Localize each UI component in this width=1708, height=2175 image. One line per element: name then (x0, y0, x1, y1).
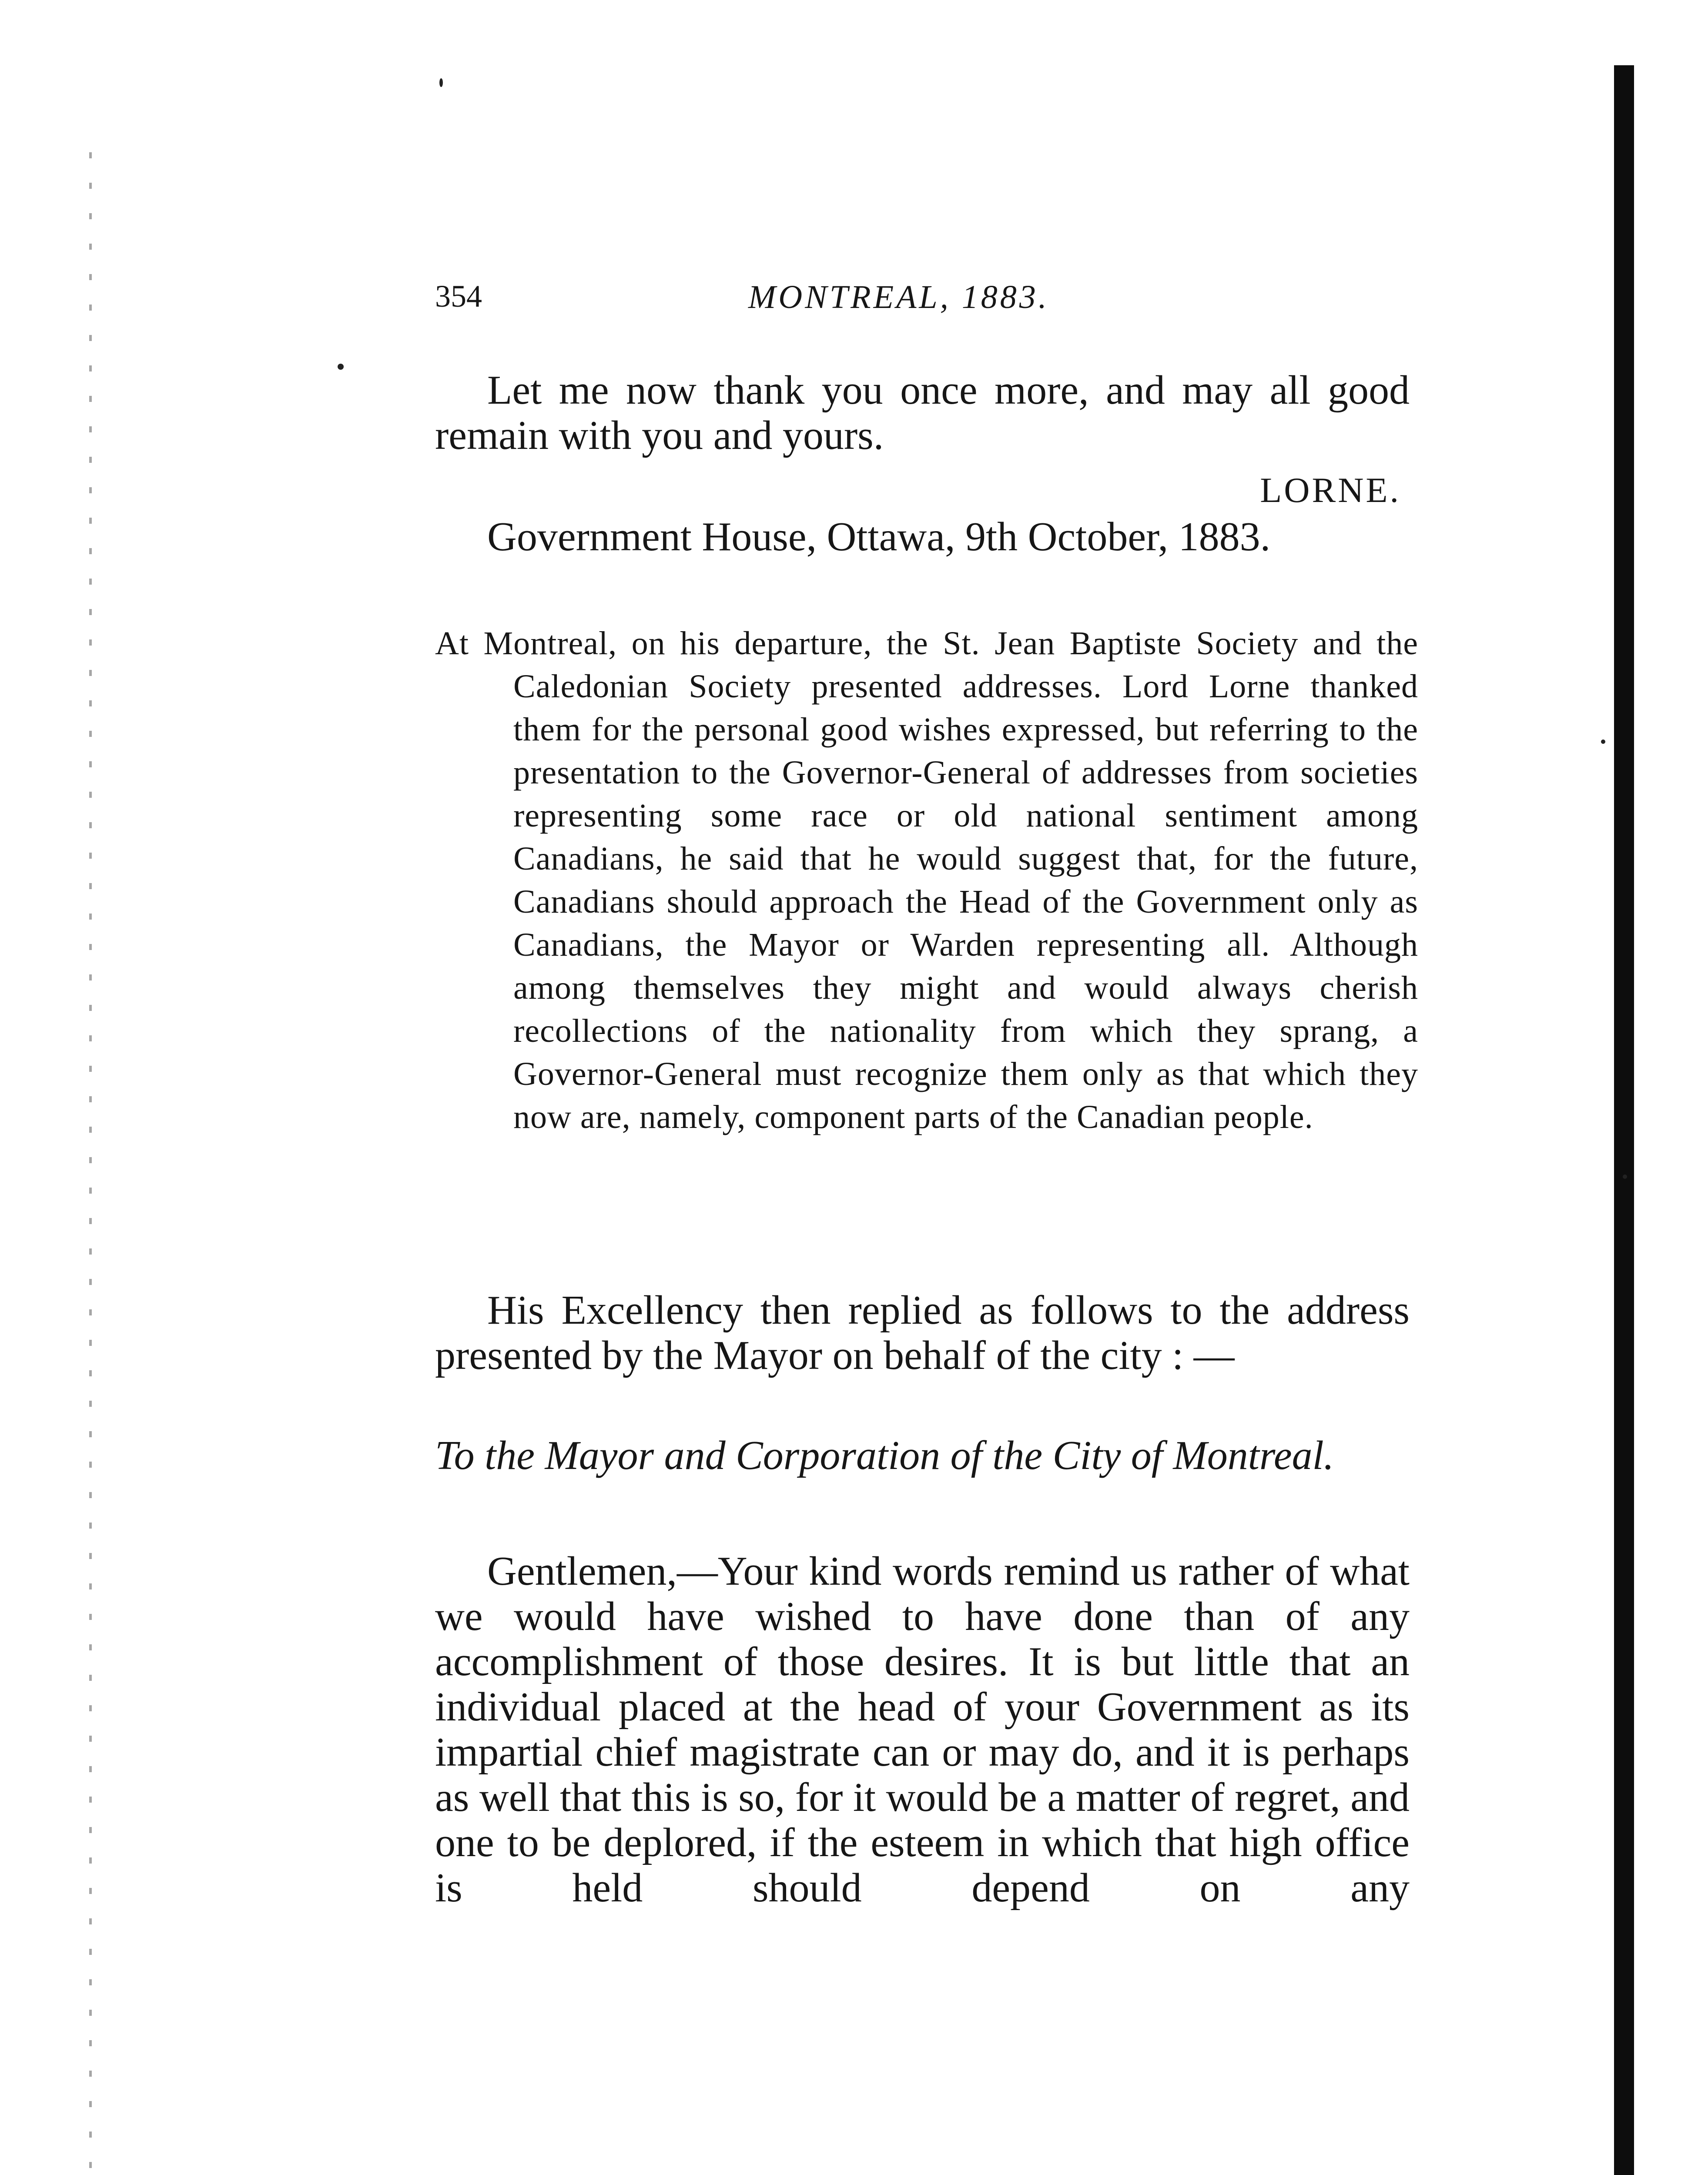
editorial-note-text: At Montreal, on his departure, the St. Jean Baptiste Society and the Caledonian Society presented addresses. Lord Lorne thanked them for the personal good wishes expressed, but referring to the presentation to the Governor-General of addresses from societies representing some race or old national sentiment among Canadians, he said that he would suggest that, for the future, Canadians should approach the Head of the Government only as Canadians, the Mayor or Warden representing all. Although among themselves they might and would always cherish recollections of the nationality from which they sprang, a Governor-General must recognize them only as that which they now are, namely, component parts of the Canadian people. (435, 625, 1418, 1135)
scan-margin-right (1614, 65, 1634, 2175)
ink-speck (1601, 740, 1605, 744)
address-body: Gentlemen,—Your kind words remind us rather of what we would have wished to have done than of any accomplishment of those desires. It is but little that an individual placed at the head of your Government as its impartial chief magistrate can or may do, and it is perhaps as well that this is so, for it would be a matter of regret, and one to be deplored, if the esteem in which that high office is held should depend on any (435, 1549, 1410, 1911)
ink-speck (439, 78, 443, 87)
editorial-note (435, 622, 1418, 1139)
ink-speck (1623, 1174, 1627, 1179)
address-heading: To the Mayor and Corporation of the City of Montreal. (435, 1433, 1334, 1478)
scan-margin-left (89, 152, 92, 2175)
letter-closing: Let me now thank you once more, and may all good remain with you and yours. (435, 368, 1410, 458)
signature: LORNE. (1260, 470, 1401, 510)
intro-paragraph: His Excellency then replied as follows to the address presented by the Mayor on behalf of the city : — (435, 1288, 1410, 1378)
running-head: MONTREAL, 1883. (748, 279, 1049, 315)
page-number: 354 (435, 279, 482, 314)
page-header (435, 278, 1575, 326)
ink-speck (338, 364, 344, 370)
dateline: Government House, Ottawa, 9th October, 1883. (487, 514, 1271, 559)
